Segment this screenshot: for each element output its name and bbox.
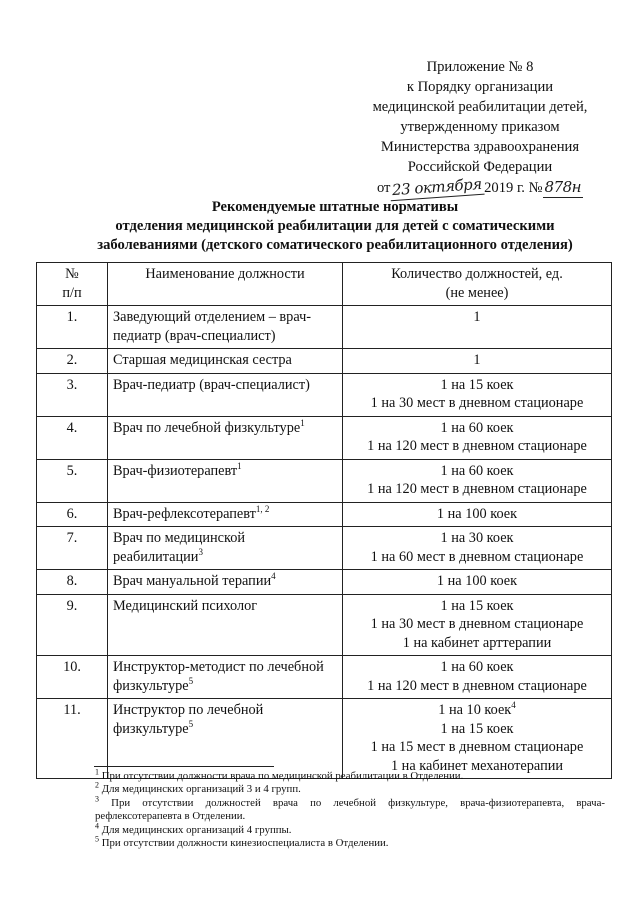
quantity-text: 1 на 10 коек [438,702,512,718]
quantity-text: 1 на 15 мест в дневном стационаре [370,739,584,755]
position-text: Заведующий отделением – врач-педиатр (врач-специалист) [113,309,312,344]
quantity-line [348,720,606,739]
position-name [108,459,343,502]
quantity-text: 1 на 30 коек [440,530,514,546]
position-quantity [343,656,612,699]
quantity-line [348,394,606,413]
quantity-line [348,572,606,591]
footnote-divider [94,766,274,767]
header-cell-quantity [343,263,612,306]
row-number: 5. [37,459,108,502]
footnote-text: Для медицинских организаций 3 и 4 групп. [101,783,301,796]
table-row [37,459,612,502]
quantity-text: 1 на 15 коек [440,597,514,614]
quantity-line [348,505,606,524]
position-text: Врач по медицинской реабилитации [113,530,246,565]
quantity-line [348,308,606,327]
footnote-text: При отсутствии должностей врача по лечебной физкультуре, врача-физиотерапевта, врача-рефлексотерапевта в Отделении. [95,796,605,823]
position-text: Инструктор по лечебной физкультуре [113,702,264,737]
position-name [108,502,343,527]
quantity-text: 1 на 100 коек [436,573,518,589]
quantity-line [348,615,606,634]
table-row [37,373,612,416]
quantity-text: 1 на кабинет механотерапии [390,757,564,774]
position-name [108,373,343,416]
quantity-line [348,437,606,456]
position-name [108,416,343,459]
position-text: Врач-физиотерапевт [113,462,238,479]
footnote-reference: 4 [271,571,276,582]
footnote [85,834,605,850]
quantity-line [348,480,606,499]
date-suffix: 2019 г. № [484,180,543,196]
staffing-table [36,262,612,779]
appendix-header [355,57,605,198]
quantity-text: 1 на 15 коек [440,720,514,737]
quantity-line [348,738,606,757]
position-quantity [343,502,612,527]
header-qty-line: (не менее) [445,284,509,301]
position-quantity [343,306,612,349]
quantity-line [348,658,606,677]
table-row [37,656,612,699]
position-name [108,306,343,349]
position-quantity [343,594,612,656]
quantity-line [348,677,606,696]
position-text: Врач-рефлексотерапевт [113,505,256,522]
date-prefix: от [376,180,391,196]
quantity-line [348,634,606,653]
row-number: 11. [37,699,108,779]
footnote [85,767,605,783]
footnote-reference: 5 [188,675,194,686]
header-line: утвержденному приказом [400,119,560,135]
header-line: медицинской реабилитации детей, [372,99,588,115]
table-row [37,306,612,349]
quantity-line [348,351,606,370]
header-line: Российской Федерации [407,159,553,175]
quantity-text: 1 на 60 коек [440,659,514,675]
row-number: 9. [37,594,108,656]
handwritten-date: 23 октября [390,174,485,201]
position-quantity [343,699,612,779]
header-qty-line: Количество должностей, ед. [391,266,563,282]
footnote-mark: 4 [95,821,99,831]
table-header-row [37,263,612,306]
position-text: Медицинский психолог [113,597,258,614]
title-line: Рекомендуемые штатные нормативы [211,199,459,215]
position-quantity [343,570,612,595]
position-text: Старшая медицинская сестра [113,352,292,368]
header-line: Министерства здравоохранения [380,139,580,155]
position-quantity [343,373,612,416]
footnote-reference: 1 [300,417,305,428]
row-number: 1. [37,306,108,349]
handwritten-order-number: 878н [544,178,582,196]
row-number: 8. [37,570,108,595]
position-text: Врач по лечебной физкультуре [113,419,301,436]
footnote-text: При отсутствии должности кинезиоспециалиста в Отделении. [101,837,389,850]
document-title [70,198,600,255]
position-quantity [343,416,612,459]
position-name [108,656,343,699]
quantity-text: 1 на 60 мест в дневном стационаре [370,548,584,565]
row-number: 7. [37,527,108,570]
footnote-reference: 1 [237,460,242,471]
quantity-text: 1 [473,352,481,368]
footnotes [85,767,605,850]
quantity-line [348,376,606,395]
footnote-reference: 1, 2 [255,503,270,514]
quantity-text: 1 на 120 мест в дневном стационаре [367,481,587,497]
header-cell-number [37,263,108,306]
position-quantity [343,459,612,502]
footnote-text: Для медицинских организаций 4 группы. [101,823,292,836]
quantity-text: 1 на 15 коек [440,376,514,393]
row-number: 4. [37,416,108,459]
footnote-mark: 2 [95,780,99,790]
position-name [108,349,343,374]
quantity-line [348,548,606,567]
row-number: 10. [37,656,108,699]
header-num-line: № [65,266,79,282]
header-line: к Порядку организации [406,79,554,95]
row-number: 3. [37,373,108,416]
quantity-text: 1 на 30 мест в дневном стационаре [370,616,584,632]
table-body [37,306,612,779]
row-number: 2. [37,349,108,374]
quantity-line [348,701,606,720]
table-row [37,349,612,374]
table-row [37,594,612,656]
quantity-line [348,419,606,438]
footnote-reference: 3 [198,546,203,557]
footnote [85,794,605,824]
position-quantity [343,349,612,374]
table-row [37,416,612,459]
quantity-text: 1 на 100 коек [436,505,518,522]
position-name [108,570,343,595]
footnote-mark: 5 [95,834,99,844]
header-num-line: п/п [62,284,82,301]
quantity-text: 1 на 120 мест в дневном стационаре [367,677,587,694]
quantity-text: 1 на 60 коек [440,419,514,436]
position-name [108,594,343,656]
order-date-line [355,174,605,200]
footnote-reference: 5 [188,718,194,729]
title-line: отделения медицинской реабилитации для детей с соматическими [115,218,555,234]
position-text: Врач мануальной терапии [113,573,272,589]
footnote-mark: 1 [95,767,99,777]
footnote-reference: 4 [511,700,516,711]
position-text: Врач-педиатр (врач-специалист) [113,376,310,393]
quantity-text: 1 на 120 мест в дневном стационаре [367,438,587,454]
footnote [85,821,605,837]
title-line: заболеваниями (детского соматического реабилитационного отделения) [97,237,573,253]
header-cell-position: Наименование должности [108,263,343,306]
footnote [85,780,605,796]
table-row [37,502,612,527]
header-line: Приложение № 8 [426,59,534,75]
quantity-line [348,597,606,616]
position-name [108,527,343,570]
quantity-text: 1 на 60 коек [440,462,514,479]
table-row [37,570,612,595]
quantity-line [348,529,606,548]
row-number: 6. [37,502,108,527]
quantity-text: 1 на 30 мест в дневном стационаре [370,395,584,411]
footnote-mark: 3 [95,794,99,804]
footnote-text: При отсутствии должности врача по медицинской реабилитации в Отделении. [101,770,464,782]
table-row [37,527,612,570]
quantity-text: 1 [473,309,481,325]
position-text: Инструктор-методист по лечебной физкультуре [113,659,324,694]
quantity-text: 1 на кабинет арттерапии [402,634,552,651]
quantity-line [348,462,606,481]
position-quantity [343,527,612,570]
